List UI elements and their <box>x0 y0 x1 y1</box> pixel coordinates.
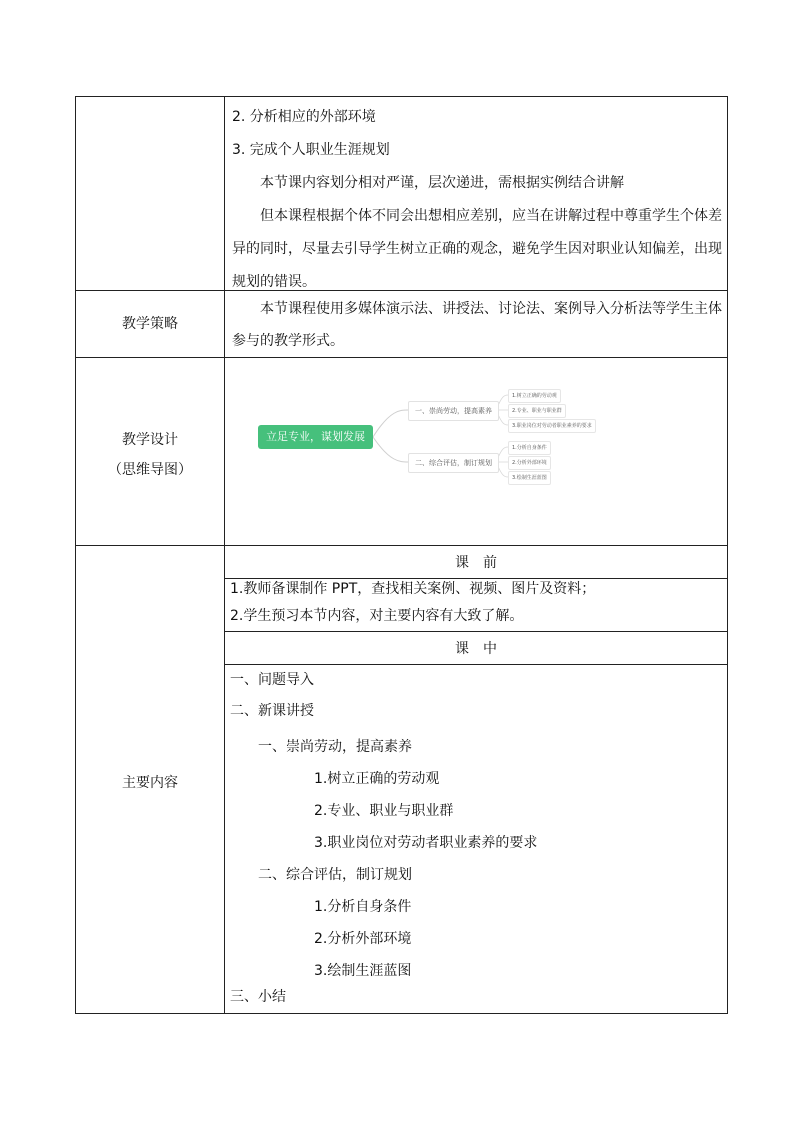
outline-item: 一、崇尚劳动，提高素养 <box>258 739 412 755</box>
outline-item: 二、新课讲授 <box>230 703 314 719</box>
design-label: 教学设计 <box>122 432 178 448</box>
paragraph: 本节课内容划分相对严谨，层次递进，需根据实例结合讲解 <box>260 175 624 191</box>
pre-class-title: 课 前 <box>455 555 497 571</box>
outline-item: 2.分析外部环境 <box>314 931 412 947</box>
main-content-label: 主要内容 <box>122 775 178 791</box>
mindmap-leaf: 3.绘制生涯蓝图 <box>508 471 551 485</box>
paragraph: 本节课程使用多媒体演示法、讲授法、讨论法、案例导入分析法等学生主体 <box>260 301 722 317</box>
paragraph: 参与的教学形式。 <box>232 333 344 349</box>
top-section <box>226 101 726 290</box>
outline-item: 1.树立正确的劳动观 <box>314 771 440 787</box>
mindmap-leaf: 2.分析外部环境 <box>508 456 551 470</box>
outline-item: 3.绘制生涯蓝图 <box>314 963 412 979</box>
list-item: 1.教师备课制作 PPT，查找相关案例、视频、图片及资料； <box>230 581 596 597</box>
outline-item: 2.专业、职业与职业群 <box>314 803 454 819</box>
paragraph: 异的同时，尽量去引导学生树立正确的观念，避免学生因对职业认知偏差，出现 <box>232 241 722 257</box>
in-class-title: 课 中 <box>455 641 497 657</box>
outline-item: 二、综合评估，制订规划 <box>258 867 412 883</box>
mindmap-leaf: 1.分析自身条件 <box>508 441 551 455</box>
row-divider <box>76 357 727 358</box>
mindmap-branch: 一、崇尚劳动，提高素养 <box>408 401 499 421</box>
text-line: 2. 分析相应的外部环境 <box>232 109 376 125</box>
column-divider <box>224 97 225 1013</box>
mindmap-leaf: 1.树立正确的劳动观 <box>508 389 561 403</box>
strategy-label: 教学策略 <box>122 316 178 332</box>
mindmap-leaf: 3.职业岗位对劳动者职业素养的要求 <box>508 419 596 433</box>
list-item: 2.学生预习本节内容，对主要内容有大致了解。 <box>230 608 524 624</box>
design-sublabel: （思维导图） <box>108 462 192 478</box>
strategy-content <box>226 293 726 355</box>
in-class-outline <box>226 665 726 1013</box>
pre-class-items <box>226 579 726 631</box>
mindmap-branch: 二、综合评估，制订规划 <box>408 453 499 473</box>
lesson-table <box>75 96 728 1014</box>
paragraph: 但本课程根据个体不同会出想相应差别，应当在讲解过程中尊重学生个体差 <box>260 208 722 224</box>
mindmap-leaf: 2.专业、职业与职业群 <box>508 404 566 418</box>
in-class-header <box>226 632 726 664</box>
outline-item: 三、小结 <box>230 989 286 1005</box>
mindmap-root: 立足专业，谋划发展 <box>258 425 373 449</box>
outline-item: 3.职业岗位对劳动者职业素养的要求 <box>314 835 538 851</box>
outline-item: 一、问题导入 <box>230 672 314 688</box>
text-line: 3. 完成个人职业生涯规划 <box>232 142 390 158</box>
outline-item: 1.分析自身条件 <box>314 899 412 915</box>
paragraph: 规划的错误。 <box>232 274 316 290</box>
